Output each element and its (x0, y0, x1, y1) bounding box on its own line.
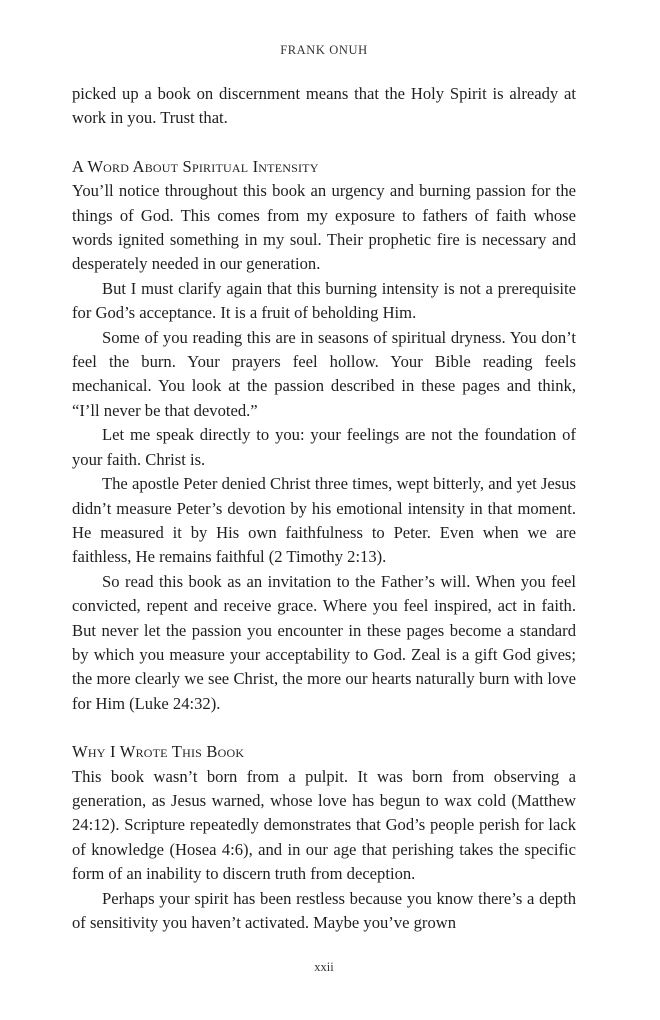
section-why-i-wrote (72, 740, 576, 935)
section-heading: A Word About Spiritual Intensity (72, 156, 319, 176)
section-spiritual-intensity (72, 155, 576, 716)
section-heading: Why I Wrote This Book (72, 742, 245, 762)
paragraph: Some of you reading this are in seasons of spiritual dryness. You don’t feel the burn. Your prayers feel hollow. Your Bible reading feels mechanical. You look at the passion described in these pages and think, “I’ll never be that devoted.” (72, 327, 576, 420)
section-gap (72, 131, 576, 155)
paragraph: Perhaps your spirit has been restless because you know there’s a depth of sensitivity you haven’t activated. Maybe you’ve grown (72, 888, 576, 932)
paragraph: The apostle Peter denied Christ three times, wept bitterly, and yet Jesus didn’t measure Peter’s devotion by his emotional intensity in that moment. He measured it by His own faithfulness to Peter. Even when we are faithless, He remains faithful (2 Timothy 2:13). (72, 474, 576, 567)
paragraph: This book wasn’t born from a pulpit. It was born from observing a generation, as Jesus warned, whose love has begun to wax cold (Matthew 24:12). Scripture repeatedly demonstrates that God’s people perish for lack of knowledge (Hosea 4:6), and in our age that perishing takes the specific form of an inability to discern truth from deception. (72, 766, 576, 884)
paragraph: You’ll notice throughout this book an urgency and burning passion for the things of God. This comes from my exposure to fathers of faith whose words ignited something in my soul. Their prophetic fire is necessary and desperately needed in our generation. (72, 181, 576, 274)
paragraph: So read this book as an invitation to the Father’s will. When you feel convicted, repent and receive grace. Where you feel inspired, act in faith. But never let the passion you encounter in these pages become a standard by which you measure your acceptability to God. Zeal is a gift God gives; the more clearly we see Christ, the more our hearts naturally burn with love for Him (Luke 24:32). (72, 571, 576, 713)
page-body (72, 82, 576, 935)
running-head: FRANK ONUH (280, 43, 368, 57)
page-number: xxii (314, 960, 334, 974)
paragraph: But I must clarify again that this burning intensity is not a prerequisite for God’s acceptance. It is a fruit of beholding Him. (72, 278, 576, 323)
book-page (72, 0, 576, 1020)
continuation-paragraph: picked up a book on discernment means that the Holy Spirit is already at work in you. Trust that. (72, 84, 576, 128)
paragraph: Let me speak directly to you: your feelings are not the foundation of your faith. Christ is. (72, 425, 576, 469)
section-gap (72, 716, 576, 740)
